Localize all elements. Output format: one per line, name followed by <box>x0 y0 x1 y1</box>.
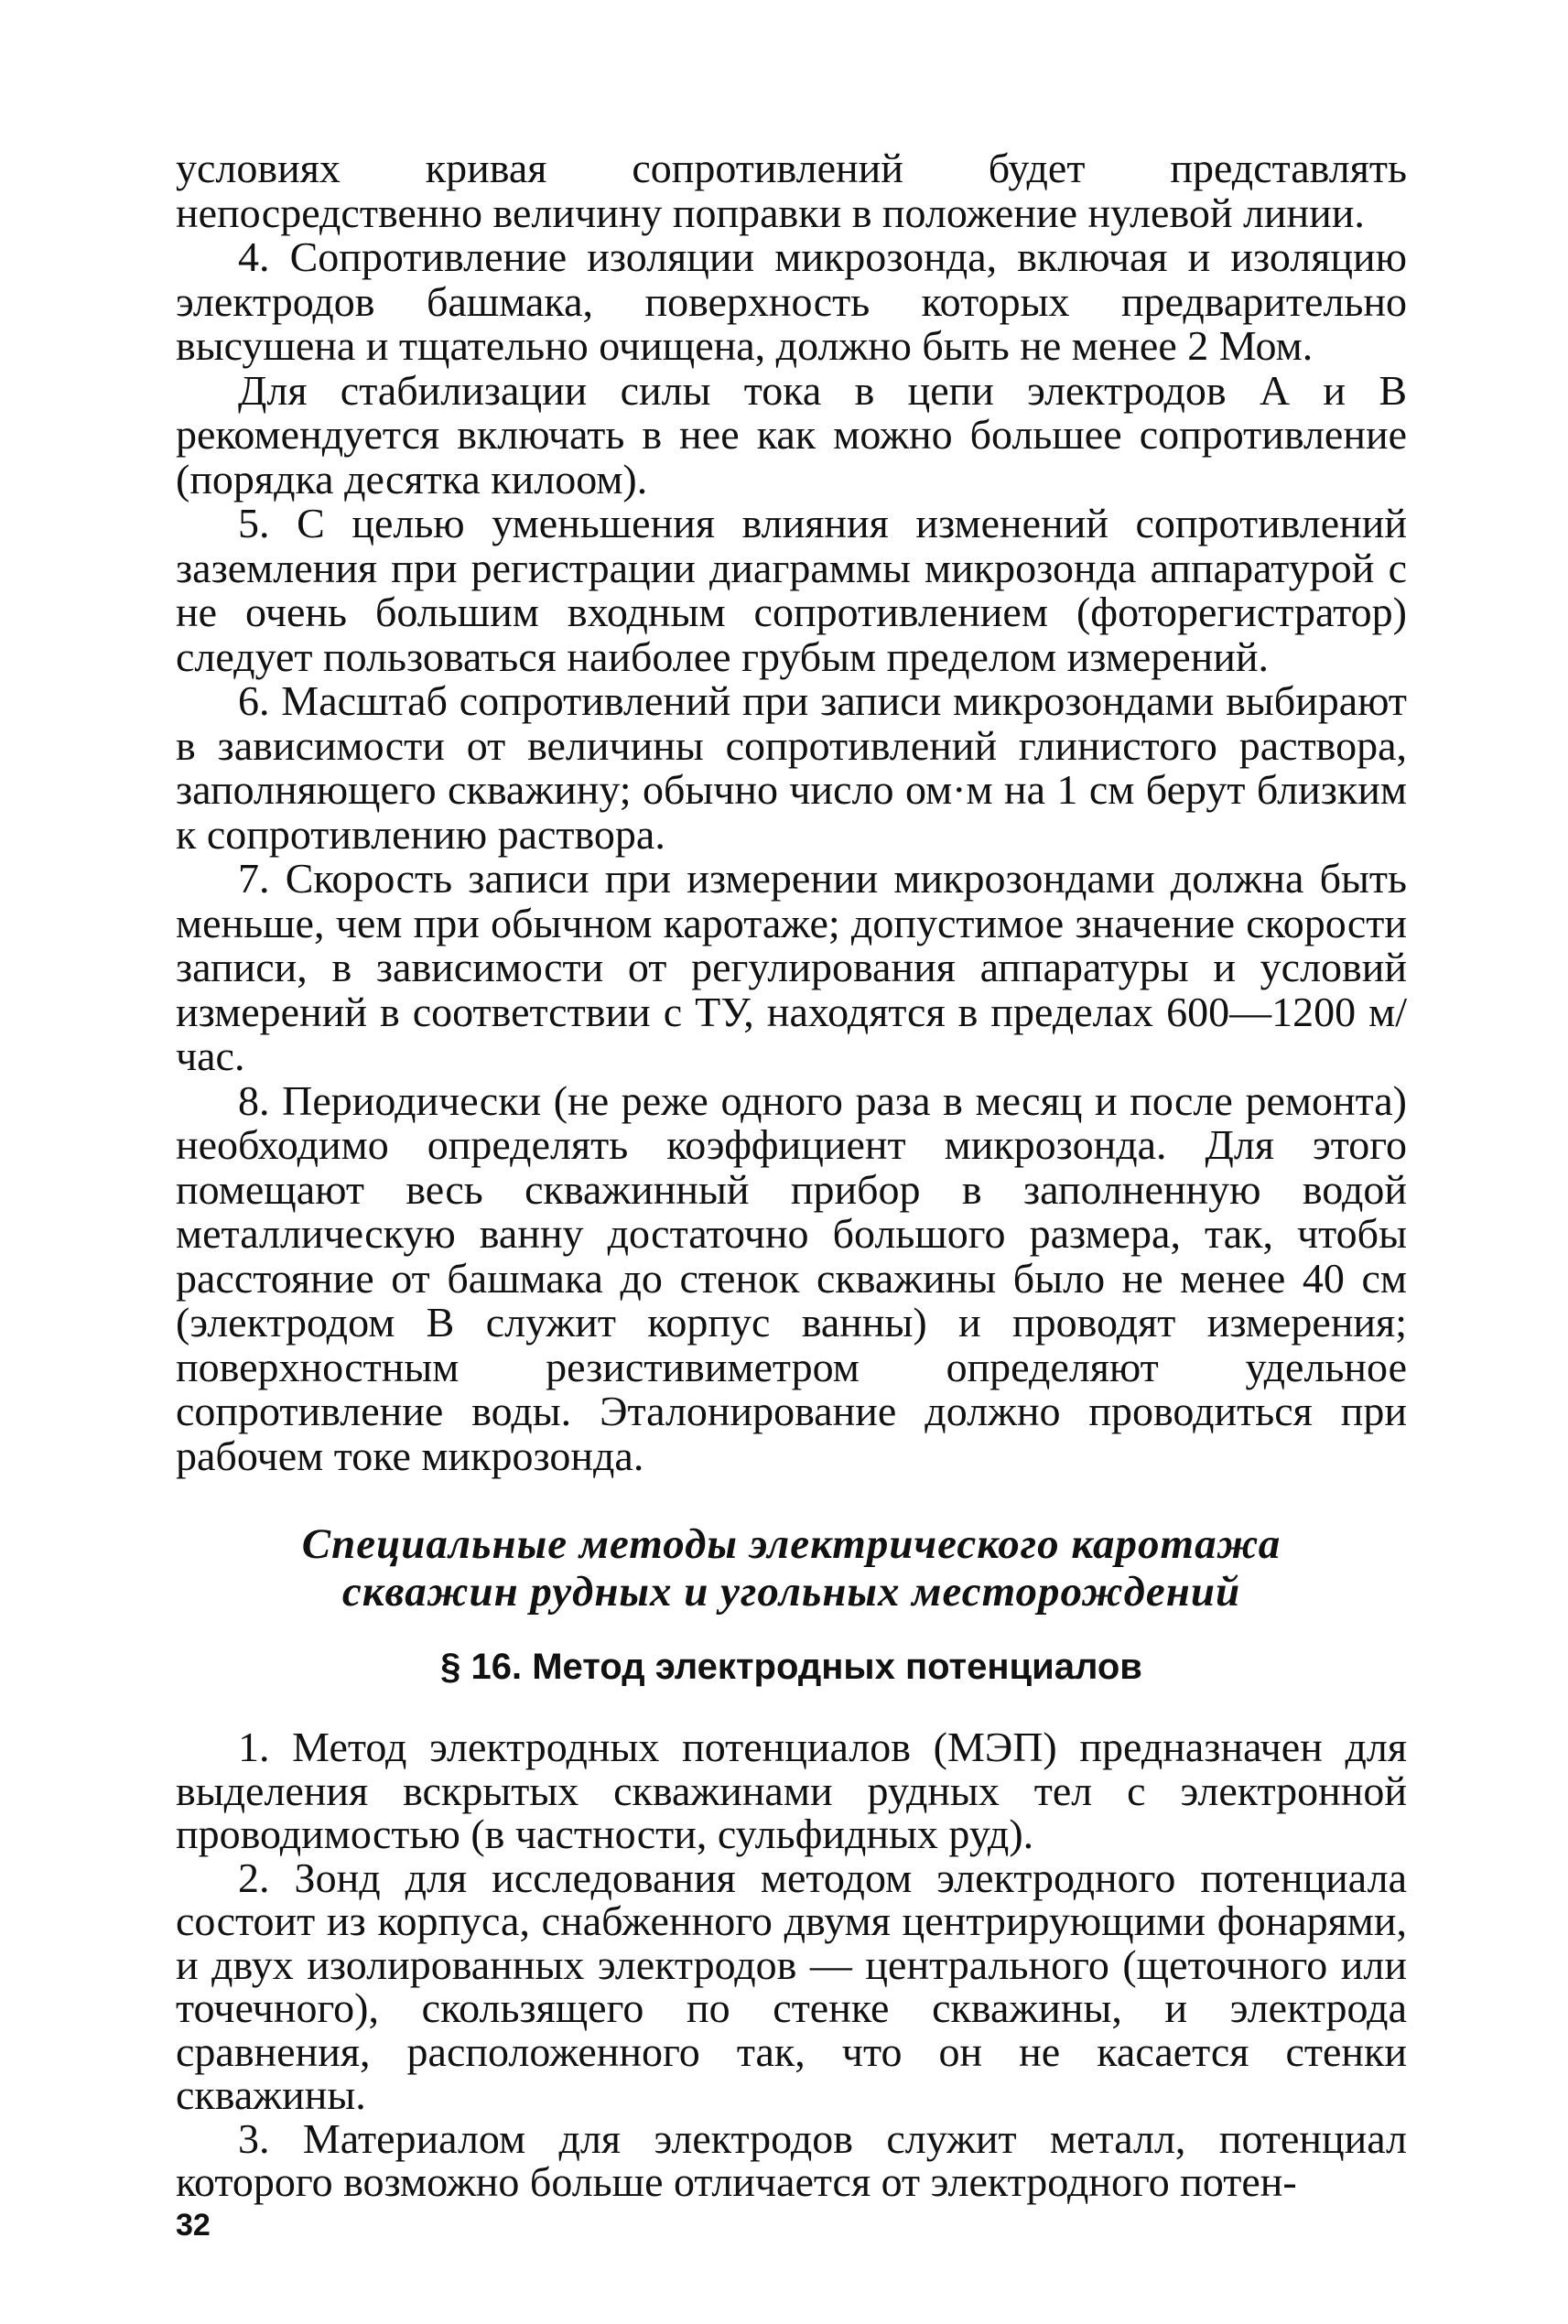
text-paragraph: 5. С целью уменьшения влияния изменений сопротивлений заземления при регистрации диаграммы микрозонда аппаратурой с не очень большим входным сопротивлением (фоторегистратор) следует пользоваться наиболее грубым пределом измерений. <box>176 500 1407 680</box>
page-number: 32 <box>176 2208 211 2243</box>
text-paragraph: условиях кривая сопротивлений будет представлять непосредственно величину поправки в положение нулевой линии. <box>176 145 1407 236</box>
page-body <box>176 146 1407 2204</box>
text-paragraph: 8. Периодически (не реже одного раза в месяц и после ремонта) необходимо определять коэффициент микрозонда. Для этого помещают весь скважинный прибор в заполненную водой металлическую ванну достаточно большого размера, так, чтобы расстояние от башмака до стенок скважины было не менее 40 см (электродом В служит корпус ванны) и проводят измерения; поверхностным резистивиметром определяют удельное сопротивление воды. Эталонирование должно проводиться при рабочем токе микрозонда. <box>176 1076 1407 1479</box>
text-paragraph: 1. Метод электродных потенциалов (МЭП) предназначен для выделения вскрытых скважинами рудных тел с электронной проводимостью (в частности, сульфидных руд). <box>176 1724 1407 1857</box>
section-title <box>176 1520 1407 1616</box>
text-paragraph: 3. Материалом для электродов служит металл, потенциал которого возможно больше отличается от электродного потен- <box>176 2114 1407 2205</box>
text-paragraph: 2. Зонд для исследования методом электродного потенциала состоит из корпуса, снабженного двумя центрирующими фонарями, и двух изолированных электродов — центрального (щеточного или точечного), скользящего по стенке скважины, и электрода сравнения, расположенного так, что он не касается стенки скважины. <box>176 1854 1407 2118</box>
section-title-line: скважин рудных и угольных месторождений <box>341 1568 1241 1616</box>
text-paragraph: 6. Масштаб сопротивлений при записи микрозондами выбирают в зависимости от величины сопротивлений глинистого раствора, заполняющего скважину; обычно число ом·м на 1 см берут близким к сопротивлению раствора. <box>176 677 1407 858</box>
text-paragraph: Для стабилизации силы тока в цепи электродов А и В рекомендуется включать в нее как можно большее сопротивление (порядка десятка килоом). <box>176 366 1407 503</box>
text-paragraph: 7. Скорость записи при измерении микрозондами должна быть меньше, чем при обычном каротаже; допустимое значение скорости записи, в зависимости от регулирования аппаратуры и условий измерений в соответствии с ТУ, находятся в пределах 600—1200 м/час. <box>176 855 1407 1079</box>
text-paragraph: 4. Сопротивление изоляции микрозонда, включая и изоляцию электродов башмака, поверхность которых предварительно высушена и тщательно очищена, должно быть не менее 2 Мом. <box>176 233 1407 369</box>
section-title-line: Специальные методы электрического каротажа <box>301 1520 1281 1568</box>
paragraph-heading: § 16. Метод электродных потенциалов <box>440 1647 1142 1687</box>
